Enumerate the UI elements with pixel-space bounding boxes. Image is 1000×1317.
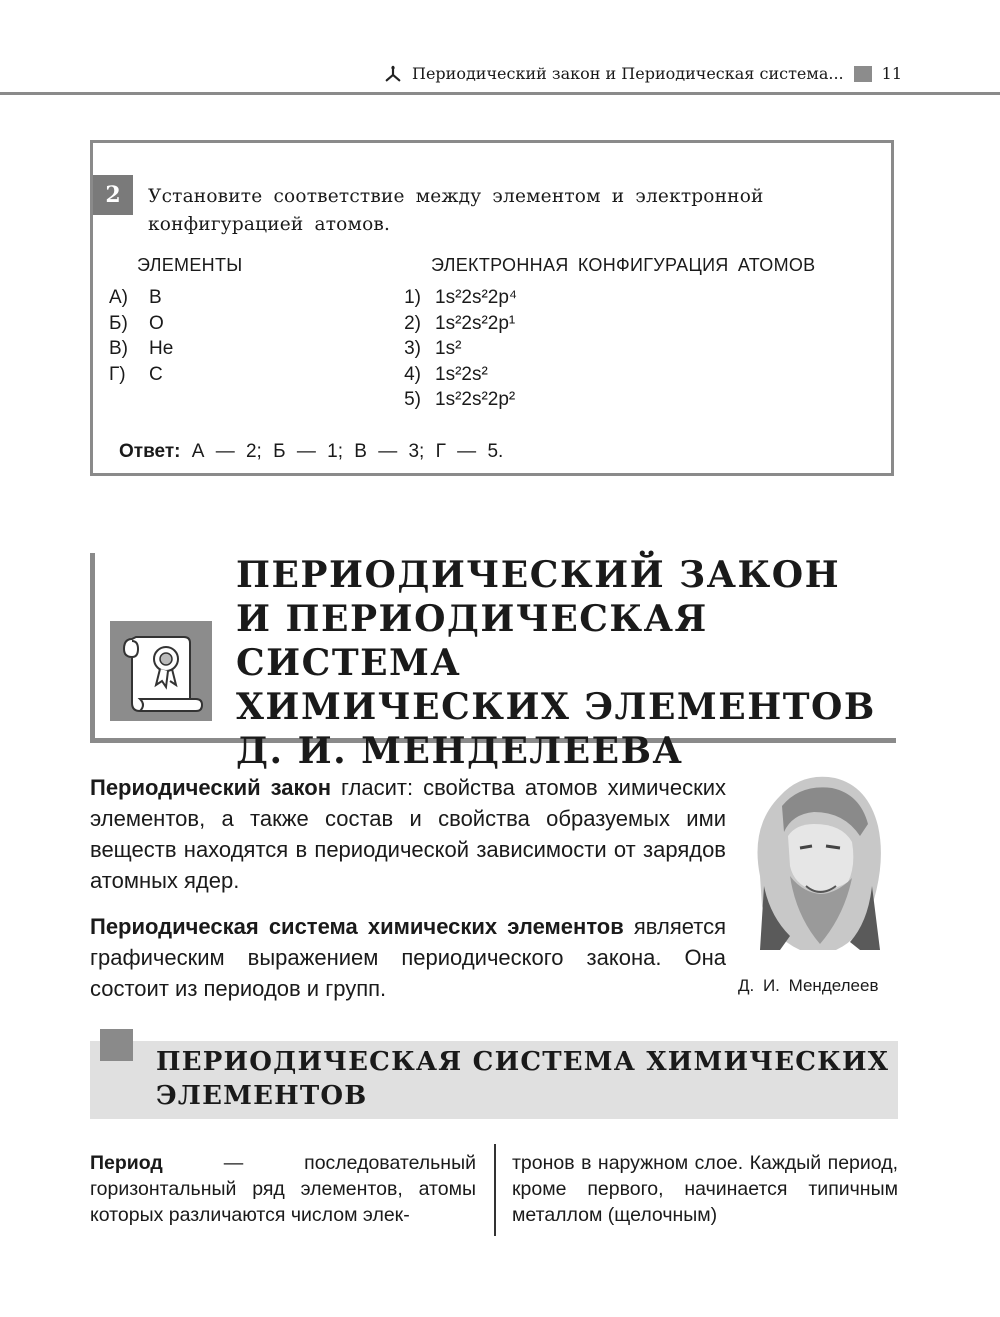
chapter-title-line: ПЕРИОДИЧЕСКИЙ ЗАКОН [236,554,841,596]
item-label: Б) [109,312,128,334]
task-box [90,140,894,476]
list-item [109,311,173,337]
item-value: 1s²2s²2p² [435,389,516,410]
list-item [109,362,173,388]
running-header-title: Периодический закон и Периодическая система... [411,64,844,83]
answer-text: А — 2; Б — 1; В — 3; Г — 5. [191,441,504,462]
paragraph-text: является графическим выражением периодического закона. Она состоит из периодов и групп. [90,914,726,1001]
running-header [0,60,902,94]
column-text: — последовательный горизонтальный ряд элементов, атомы которых различаются числом элек- [90,1152,476,1226]
term-period: Период [90,1152,163,1174]
elements-header: ЭЛЕМЕНТЫ [137,255,243,275]
scroll-certificate-icon [110,621,212,721]
answer-label: Ответ: [119,441,181,462]
item-value: 1s² [435,338,462,359]
paragraph-periodic-law [90,772,726,896]
list-item [399,336,517,362]
item-label: Г) [109,363,126,385]
chapter-vertical-rule [90,553,95,743]
paragraph-periodic-system [90,911,726,1004]
answer [119,441,503,463]
header-square-icon [854,66,872,82]
item-value: He [149,338,174,359]
section-title: ПЕРИОДИЧЕСКАЯ СИСТЕМА ХИМИЧЕСКИХ ЭЛЕМЕНТОВ [156,1047,890,1111]
item-label: 5) [404,389,421,410]
section-square-icon [100,1029,133,1061]
item-label: 2) [404,312,421,334]
chapter-heading [90,553,896,772]
item-value: O [149,312,164,334]
column-right: тронов в наружном слое. Каждый период, кроме первого, начинается типичным металлом (щелочным) [512,1152,898,1226]
list-item [109,285,173,311]
elements-list [109,285,173,387]
column-left [90,1150,476,1228]
publisher-logo-icon [384,65,402,83]
chapter-title-line: И ПЕРИОДИЧЕСКАЯ СИСТЕМА [236,598,708,684]
task-question: Установите соответствие между элементом и электронной конфигурацией атомов. [148,186,764,235]
chapter-title-line: ХИМИЧЕСКИХ ЭЛЕМЕНТОВ [236,686,876,728]
page-number: 11 [881,64,902,83]
column-divider [494,1144,496,1236]
list-item [399,285,517,311]
item-value: B [149,287,162,308]
item-value: 1s²2s² [435,363,488,385]
item-value: 1s²2s²2p⁴ [435,287,518,308]
list-item [399,311,517,337]
paragraph-text: гласит: свойства атомов химических элементов, а также состав и свойства образуемых ими веществ находятся в периодической зависимости от зарядов атомных ядер. [90,775,726,893]
list-item [399,362,517,388]
item-label: 3) [404,338,421,359]
section-heading [90,1041,898,1119]
item-label: 1) [404,287,421,308]
task-number: 2 [93,175,133,215]
header-rule [0,92,1000,95]
term-periodic-system: Периодическая система химических элементов [90,914,624,939]
configurations-list [399,285,517,413]
item-label: 4) [404,363,421,385]
chapter-title [236,553,896,773]
chapter-title-line: Д. И. МЕНДЕЛЕЕВА [236,730,684,772]
portrait-caption: Д. И. Менделеев [738,976,879,995]
item-label: А) [109,287,128,308]
chapter-icon-box [110,621,212,721]
list-item [399,387,517,413]
item-value: 1s²2s²2p¹ [435,312,516,334]
item-value: C [149,363,163,385]
mendeleev-portrait-image [740,766,890,952]
item-label: В) [109,338,128,359]
configurations-header: ЭЛЕКТРОННАЯ КОНФИГУРАЦИЯ АТОМОВ [431,255,816,275]
term-periodic-law: Периодический закон [90,775,331,800]
list-item [109,336,173,362]
